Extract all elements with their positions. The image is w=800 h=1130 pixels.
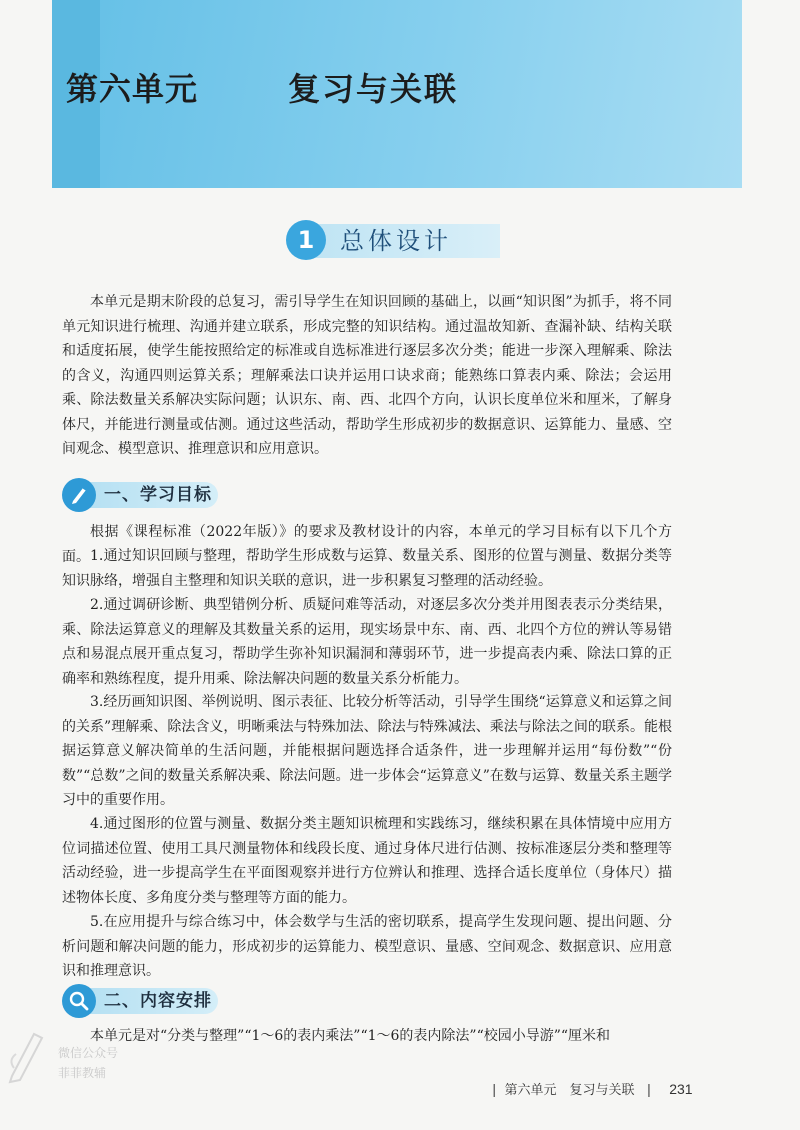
goal-item-4: 4.通过图形的位置与测量、数据分类主题知识梳理和实践练习，继续积累在具体情境中应用方位词描述位置、使用工具尺测量物体和线段长度、通过身体尺进行估测、按标准逐层分类和整理等活动经验，进一步提高学生在平面图观察并进行方位辨认和推理、选择合适长度单位（身体尺）描述物体长度、多角度分类与整理等方面的能力。 (62, 816, 672, 906)
overview-number-badge: 1 (286, 220, 326, 260)
goals-heading-text: 一、学习目标 (104, 485, 212, 505)
overview-heading (286, 218, 506, 262)
intro-paragraph: 本单元是期末阶段的总复习，需引导学生在知识回顾的基础上，以画“知识图”为抓手，将不同单元知识进行梳理、沟通并建立联系，形成完整的知识结构。通过温故知新、查漏补缺、结构关联和适度拓展，使学生能按照给定的标准或自选标准进行逐层多次分类；能进一步深入理解乘、除法的含义，沟通四则运算关系；理解乘法口诀并运用口诀求商；能熟练口算表内乘、除法；会运用乘、除法数量关系解决实际问题；认识东、南、西、北四个方向，认识长度单位米和厘米，了解身体尺，并能进行测量或估测。通过这些活动，帮助学生形成初步的数据意识、运算能力、量感、空间观念、模型意识、推理意识和应用意识。 (62, 294, 672, 457)
unit-title: 复习与关联 (288, 70, 459, 108)
footer-divider-right: | (646, 1083, 652, 1098)
magnifier-icon (62, 984, 96, 1018)
page-number: 231 (669, 1081, 693, 1097)
page-footer (492, 1079, 693, 1098)
unit-label: 第六单元 (66, 70, 199, 108)
watermark (4, 1024, 128, 1094)
content-heading (62, 984, 242, 1018)
goal-item-3: 3.经历画知识图、举例说明、图示表征、比较分析等活动，引导学生围绕“运算意义和运算之间的关系”理解乘、除法含义，明晰乘法与特殊加法、除法与特殊减法、乘法与除法之间的联系。能根据运算意义解决简单的生活问题，并能根据问题选择合适条件，进一步理解并运用“每份数”“份数”“总数”之间的数量关系解决乘、除法问题。进一步体会“运算意义”在数与运算、数量关系主题学习中的重要作用。 (62, 694, 672, 808)
goal-item-5: 5.在应用提升与综合练习中，体会数学与生活的密切联系，提高学生发现问题、提出问题、分析问题和解决问题的能力，形成初步的运算能力、模型意识、量感、空间观念、数据意识、应用意识和推理意识。 (62, 914, 672, 979)
goals-lead: 根据《课程标准（2022年版）》的要求及教材设计的内容，本单元的学习目标有以下几个方面。 (62, 524, 672, 565)
footer-section: 第六单元 复习与关联 (504, 1083, 635, 1098)
watermark-line-2: 菲菲教辅 (58, 1066, 107, 1080)
watermark-pencil-icon (4, 1024, 54, 1084)
content-heading-text: 二、内容安排 (104, 991, 212, 1011)
watermark-line-1: 微信公众号 (58, 1046, 119, 1060)
goal-item-2: 2.通过调研诊断、典型错例分析、质疑问难等活动，对逐层多次分类并用图表表示分类结果，乘、除法运算意义的理解及其数量关系的运用，现实场景中东、南、西、北四个方位的辨认等易错点和易混点展开重点复习，帮助学生弥补知识漏洞和薄弱环节，进一步提高表内乘、除法口算的正确率和熟练程度，提升用乘、除法解决问题的数量关系分析能力。 (62, 597, 672, 687)
overview-title: 总体设计 (340, 227, 452, 255)
footer-divider-left: | (492, 1083, 497, 1098)
goals-heading (62, 478, 242, 512)
pencil-icon (62, 478, 96, 512)
content-lead: 本单元是对“分类与整理”“1～6的表内乘法”“1～6的表内除法”“校园小导游”“厘米和 (90, 1028, 611, 1044)
goal-item-1: 1.通过知识回顾与整理，帮助学生形成数与运算、数量关系、图形的位置与测量、数据分类等知识脉络，增强自主整理和知识关联的意识，进一步积累复习整理的活动经验。 (62, 548, 672, 589)
